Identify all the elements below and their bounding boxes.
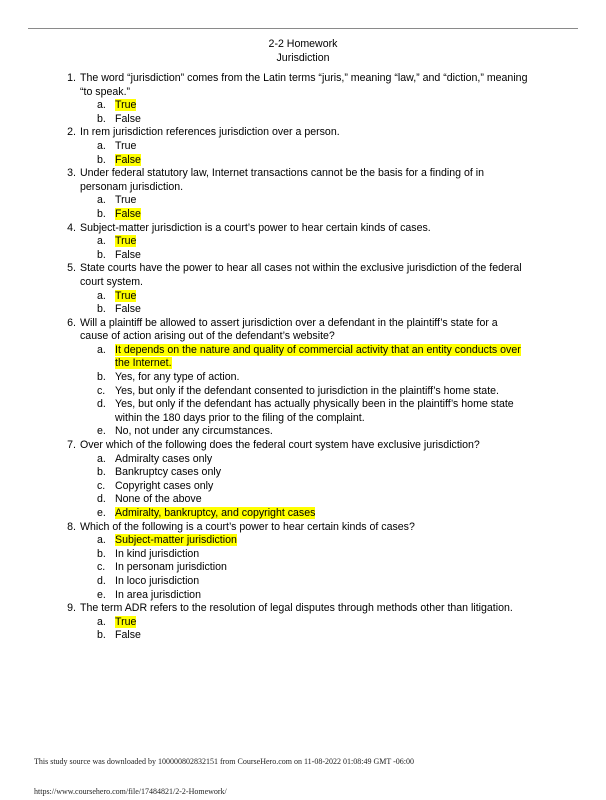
option-letter: a.	[97, 99, 106, 112]
question-text: The word “jurisdiction” comes from the Latin terms “juris,” meaning “law,” and “diction,” meaning “to speak.”	[80, 72, 528, 98]
option-letter: a.	[97, 289, 106, 302]
option-list	[80, 99, 528, 126]
question-2	[67, 126, 528, 167]
option-letter: b.	[97, 112, 106, 125]
answer-highlight: Admiralty, bankruptcy, and copyright cases	[115, 507, 316, 519]
question-number: 8.	[67, 520, 76, 533]
option-e	[97, 425, 528, 439]
option-text: In loco jurisdiction	[115, 574, 200, 587]
question-text: State courts have the power to hear all cases not within the exclusive jurisdiction of the federal court system.	[80, 262, 522, 288]
document-header	[0, 38, 606, 65]
option-d	[97, 493, 528, 507]
question-number: 5.	[67, 262, 76, 275]
option-letter: b.	[97, 547, 106, 560]
option-list	[80, 616, 528, 643]
option-text: Admiralty cases only	[115, 452, 213, 465]
question-4	[67, 221, 528, 263]
option-list	[80, 235, 528, 262]
option-text: In kind jurisdiction	[115, 547, 200, 560]
option-letter: d.	[97, 398, 106, 411]
option-text: In area jurisdiction	[115, 588, 201, 601]
option-letter: b.	[97, 248, 106, 261]
option-a	[97, 99, 528, 113]
option-e	[97, 507, 528, 521]
option-list	[80, 290, 528, 317]
option-b	[97, 629, 528, 643]
question-number: 7.	[67, 439, 76, 452]
question-number: 4.	[67, 221, 76, 234]
option-letter: e.	[97, 507, 106, 519]
answer-highlight: It depends on the nature and quality of commercial activity that an entity conducts over the Internet.	[115, 343, 521, 370]
option-letter: e.	[97, 588, 106, 601]
question-6	[67, 316, 528, 439]
question-text: Over which of the following does the federal court system have exclusive jurisdiction?	[80, 439, 480, 452]
option-a	[97, 289, 528, 304]
option-a	[97, 452, 528, 467]
option-letter: b.	[97, 371, 106, 384]
option-d	[97, 574, 528, 589]
option-letter: a.	[97, 615, 106, 628]
option-b	[97, 547, 528, 562]
option-letter: c.	[97, 561, 106, 574]
option-text: No, not under any circumstances.	[115, 425, 273, 438]
option-text: False	[115, 112, 141, 125]
question-3	[67, 167, 528, 221]
option-letter: b.	[97, 466, 106, 479]
question-text: The term ADR refers to the resolution of legal disputes through methods other than litigation.	[80, 602, 513, 615]
option-text: False	[115, 629, 141, 642]
option-text: True	[115, 194, 137, 207]
option-letter: b.	[97, 303, 106, 316]
option-text: In personam jurisdiction	[115, 561, 227, 574]
question-text: Will a plaintiff be allowed to assert jurisdiction over a defendant in the plaintiff’s state for a cause of action arising out of the defendant’s website?	[80, 316, 498, 343]
option-a	[97, 615, 528, 630]
answer-highlight: True	[115, 235, 137, 248]
option-a	[97, 139, 528, 154]
option-b	[97, 207, 528, 222]
question-number: 1.	[67, 72, 76, 84]
option-text: True	[115, 139, 137, 152]
option-letter: d.	[97, 493, 106, 506]
option-c	[97, 561, 528, 575]
answer-highlight: True	[115, 99, 137, 112]
answer-highlight: True	[115, 289, 137, 302]
option-text: Yes, for any type of action.	[115, 371, 240, 384]
answer-highlight: False	[115, 207, 141, 220]
source-url[interactable]: https://www.coursehero.com/file/17484821/2-2-Homework/	[34, 787, 227, 796]
question-9	[67, 602, 528, 643]
option-e	[97, 588, 528, 603]
option-b	[97, 371, 528, 385]
option-c	[97, 479, 528, 494]
option-letter: a.	[97, 194, 106, 207]
option-text: Yes, but only if the defendant consented to jurisdiction in the plaintiff’s home state.	[115, 384, 499, 397]
top-rule	[28, 28, 578, 29]
option-letter: b.	[97, 207, 106, 220]
download-notice: This study source was downloaded by 100000802832151 from CourseHero.com on 11-08-2022 01:08:49 GMT -06:00	[34, 757, 414, 766]
option-letter: a.	[97, 235, 106, 248]
question-text: Subject-matter jurisdiction is a court’s power to hear certain kinds of cases.	[80, 221, 431, 234]
option-letter: a.	[97, 343, 106, 356]
question-text: Under federal statutory law, Internet transactions cannot be the basis for a finding of in personam jurisdiction.	[80, 167, 484, 193]
question-number: 6.	[67, 316, 76, 329]
answer-highlight: True	[115, 615, 137, 628]
option-list	[80, 140, 528, 167]
option-a	[97, 235, 528, 249]
option-a	[97, 343, 528, 371]
question-8	[67, 520, 528, 603]
option-letter: b.	[97, 629, 106, 642]
option-b	[97, 466, 528, 480]
answer-highlight: Subject-matter jurisdiction	[115, 534, 237, 547]
option-d	[97, 398, 528, 425]
question-1	[67, 72, 528, 126]
option-text: Bankruptcy cases only	[115, 466, 221, 479]
option-c	[97, 384, 528, 399]
option-list	[80, 534, 528, 602]
question-number: 3.	[67, 167, 76, 180]
option-text: False	[115, 303, 141, 316]
option-letter: c.	[97, 479, 106, 492]
question-7	[67, 439, 528, 521]
question-5	[67, 262, 528, 316]
option-letter: d.	[97, 574, 106, 587]
option-letter: a.	[97, 139, 106, 152]
option-b	[97, 112, 528, 127]
option-a	[97, 194, 528, 208]
question-text: In rem jurisdiction references jurisdiction over a person.	[80, 126, 340, 139]
question-number: 2.	[67, 126, 76, 139]
option-list	[80, 344, 528, 439]
option-list	[80, 194, 528, 221]
question-number: 9.	[67, 602, 76, 615]
option-a	[97, 534, 528, 548]
option-letter: a.	[97, 534, 106, 547]
option-letter: b.	[97, 153, 106, 166]
option-list	[80, 453, 528, 521]
answer-highlight: False	[115, 153, 141, 166]
document-title: 2-2 Homework	[268, 38, 338, 50]
option-text: Yes, but only if the defendant has actually physically been in the plaintiff’s home state within the 180 days prior to the filing of the complaint.	[115, 398, 514, 424]
option-text: None of the above	[115, 493, 202, 506]
option-letter: c.	[97, 384, 106, 397]
option-b	[97, 153, 528, 168]
option-text: False	[115, 248, 141, 261]
option-letter: a.	[97, 452, 106, 465]
option-letter: e.	[97, 425, 106, 438]
option-b	[97, 303, 528, 317]
option-b	[97, 248, 528, 263]
question-list	[67, 72, 528, 643]
question-text: Which of the following is a court’s power to hear certain kinds of cases?	[80, 520, 415, 533]
option-text: Copyright cases only	[115, 479, 214, 492]
document-subtitle: Jurisdiction	[276, 51, 330, 64]
